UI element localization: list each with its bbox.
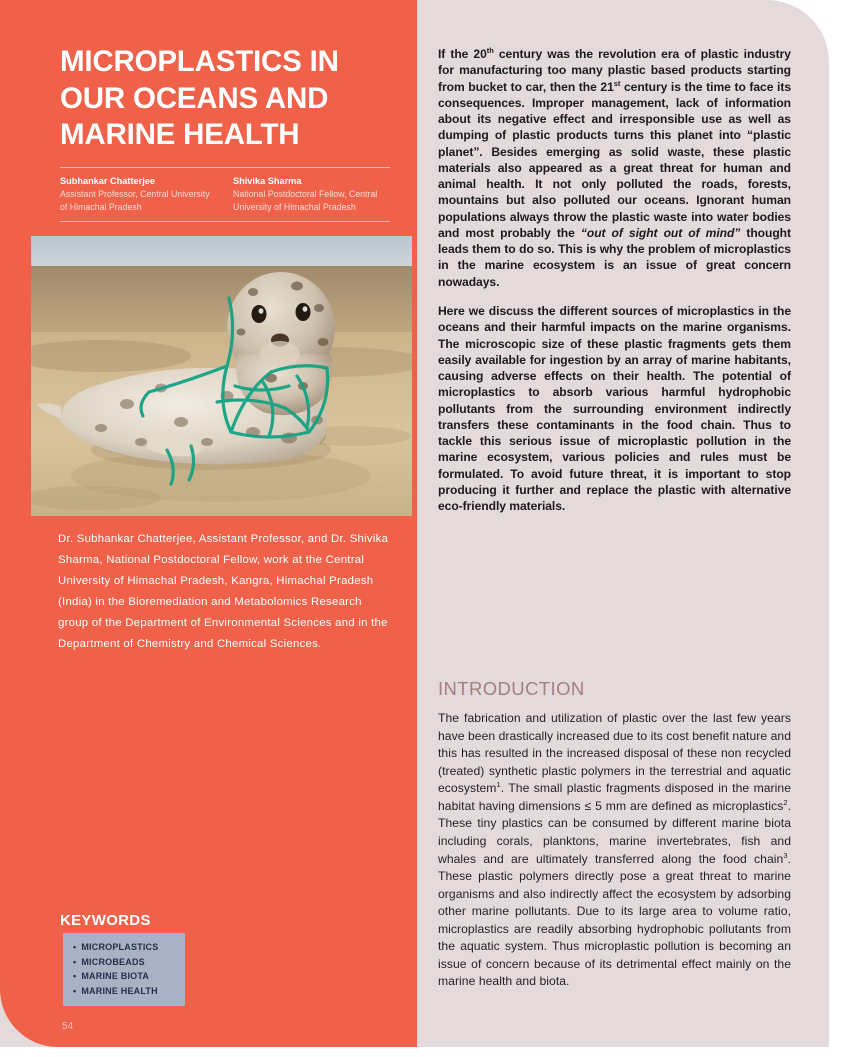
citation-ref: 3 (783, 850, 788, 860)
citation-ref: 1 (496, 780, 501, 790)
abstract-paragraph-1 (438, 46, 791, 290)
introduction-heading: INTRODUCTION (438, 678, 585, 699)
keyword-item: • MARINE BIOTA (73, 969, 175, 984)
left-accent-panel (0, 0, 417, 1047)
page-title: MICROPLASTICS IN OUR OCEANS AND MARINE HEALTH (60, 45, 339, 152)
introduction-body (438, 710, 791, 991)
abstract-text: century is the time to face its consequences. Improper management, lack of information about its negative effect and irresponsible use as well as dumping of plastic products turns this planet into “plastic planet”. Besides emerging as solid waste, these plastic materials also appeared as a great threat for human and animal health. It not only polluted the roads, forests, mountains but also polluted our oceans. Ignorant human populations always throw the plastic waste into water bodies and most probably the (438, 79, 791, 240)
intro-text: The fabrication and utilization of plastic over the last few years have been drastically increased due to its cost benefit nature and this has resulted in the increased disposal of these non recycled (treated) synthetic plastic polymers in the terrestrial and aquatic ecosystem (438, 711, 791, 796)
citation-ref: 2 (783, 797, 788, 807)
author-name: Shivika Sharma (233, 176, 302, 186)
author-entry (60, 175, 217, 213)
author-affiliation: Assistant Professor, Central University of Himachal Pradesh (60, 189, 210, 212)
abstract-section (438, 46, 791, 514)
author-affiliation: National Postdoctoral Fellow, Central University of Himachal Pradesh (233, 189, 378, 212)
author-bio: Dr. Subhankar Chatterjee, Assistant Professor, and Dr. Shivika Sharma, National Postdoctoral Fellow, work at the Central University of Himachal Pradesh, Kangra, Himachal Pradesh (India) in the Bioremediation and Metabolomics Research group of the Department of Environmental Sciences and in the Department of Chemistry and Chemical Sciences. (58, 533, 389, 651)
intro-text: . These tiny plastics can be consumed by different marine biota including corals, planktons, marine invertebrates, fish and whales and are ultimately transferred along the food chain (438, 798, 791, 866)
abstract-text: thought leads them to do so. This is why the problem of microplastics in the marine ecosystem is an issue of great concern nowadays. (438, 225, 791, 289)
abstract-quote: “out of sight out of mind” (580, 225, 741, 240)
seal-photo-illustration (31, 236, 412, 516)
author-entry (233, 175, 390, 213)
intro-text: . The small plastic fragments disposed in the marine habitat having dimensions ≤ 5 mm are defined as microplastics (438, 781, 791, 813)
abstract-paragraph-2: Here we discuss the different sources of microplastics in the oceans and their harmful impacts on the marine organisms. The microscopic size of these plastic fragments gets them easily available for ingestion by an array of marine habitants, causing adverse effects on their health. The potential of microplastics to absorb various harmful hydrophobic pollutants from the surrounding environment indirectly transfers these contaminants in the food chain. Thus to tackle this serious issue of microplastic pollution in the marine ecosystem, various policies and rules must be formulated. To avoid future threat, it is important to stop producing it further and replace the plastic with alternative eco-friendly materials. (438, 303, 791, 514)
page-number: 54 (62, 1021, 74, 1032)
keyword-item: • MICROBEADS (73, 955, 175, 970)
introduction-section (438, 710, 791, 991)
keywords-box (63, 933, 185, 1006)
author-name: Subhankar Chatterjee (60, 176, 155, 186)
abstract-text: century was the revolution era of plastic industry for manufacturing too many plastic based products starting from bucket to car, then the 21 (438, 47, 791, 94)
ordinal-suffix: th (486, 45, 494, 55)
keyword-item: • MICROPLASTICS (73, 940, 175, 955)
ordinal-suffix: st (613, 78, 621, 88)
seal-photo (31, 236, 412, 516)
intro-text: . These plastic polymers directly pose a great threat to marine organisms and also indirectly affect the ecosystem by adsorbing other marine pollutants. Due to its large area to volume ratio, microplastics are readily absorbing hydrophobic pollutants from the aquatic system. Thus microplastic pollution is becoming an issue of concern because of its detrimental effect mainly on the marine health and biota. (438, 851, 791, 989)
keyword-item: • MARINE HEALTH (73, 984, 175, 999)
authors-block (60, 167, 390, 222)
abstract-text: If the 20 (438, 47, 487, 61)
keywords-heading: KEYWORDS (60, 912, 151, 929)
